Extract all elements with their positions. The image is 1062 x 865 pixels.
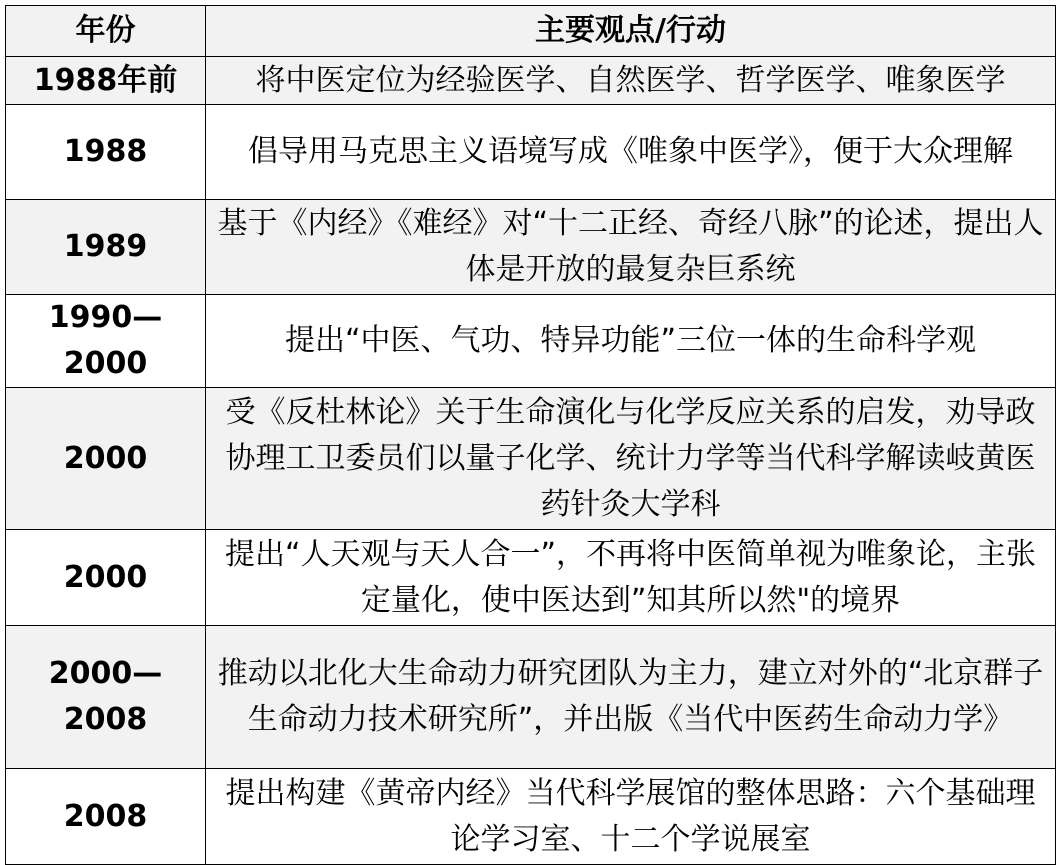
- action-cell: 倡导用马克思主义语境写成《唯象中医学》，便于大众理解: [206, 105, 1056, 200]
- history-table: [5, 5, 1056, 865]
- action-cell: 提出“中医、气功、特异功能”三位一体的生命科学观: [206, 295, 1056, 388]
- action-cell: 提出构建《黄帝内经》当代科学展馆的整体思路：六个基础理论学习室、十二个学说展室: [206, 769, 1056, 865]
- table-header-row: [6, 6, 1056, 57]
- table-row: [6, 530, 1056, 626]
- year-cell: 2008: [6, 769, 206, 865]
- year-cell: 1990—2000: [6, 295, 206, 388]
- year-cell: 2000: [6, 388, 206, 530]
- action-cell: 基于《内经》《难经》对“十二正经、奇经八脉”的论述，提出人体是开放的最复杂巨系统: [206, 200, 1056, 295]
- table-row: [6, 105, 1056, 200]
- year-cell: 2000: [6, 530, 206, 626]
- year-cell: 1988: [6, 105, 206, 200]
- year-cell: 1989: [6, 200, 206, 295]
- action-cell: 推动以北化大生命动力研究团队为主力，建立对外的“北京群子生命动力技术研究所”，并出版《当代中医药生命动力学》: [206, 626, 1056, 769]
- header-action: 主要观点/行动: [206, 6, 1056, 57]
- table-row: [6, 769, 1056, 865]
- table-row: [6, 57, 1056, 105]
- table-row: [6, 200, 1056, 295]
- year-cell: 1988年前: [6, 57, 206, 105]
- history-table-container: [5, 5, 1055, 865]
- action-cell: 受《反杜林论》关于生命演化与化学反应关系的启发，劝导政协理工卫委员们以量子化学、统计力学等当代科学解读岐黄医药针灸大学科: [206, 388, 1056, 530]
- table-row: [6, 626, 1056, 769]
- action-cell: 将中医定位为经验医学、自然医学、哲学医学、唯象医学: [206, 57, 1056, 105]
- table-row: [6, 388, 1056, 530]
- header-year: 年份: [6, 6, 206, 57]
- year-cell: 2000—2008: [6, 626, 206, 769]
- action-cell: 提出“人天观与天人合一”，不再将中医简单视为唯象论，主张定量化，使中医达到”知其所以然"的境界: [206, 530, 1056, 626]
- table-row: [6, 295, 1056, 388]
